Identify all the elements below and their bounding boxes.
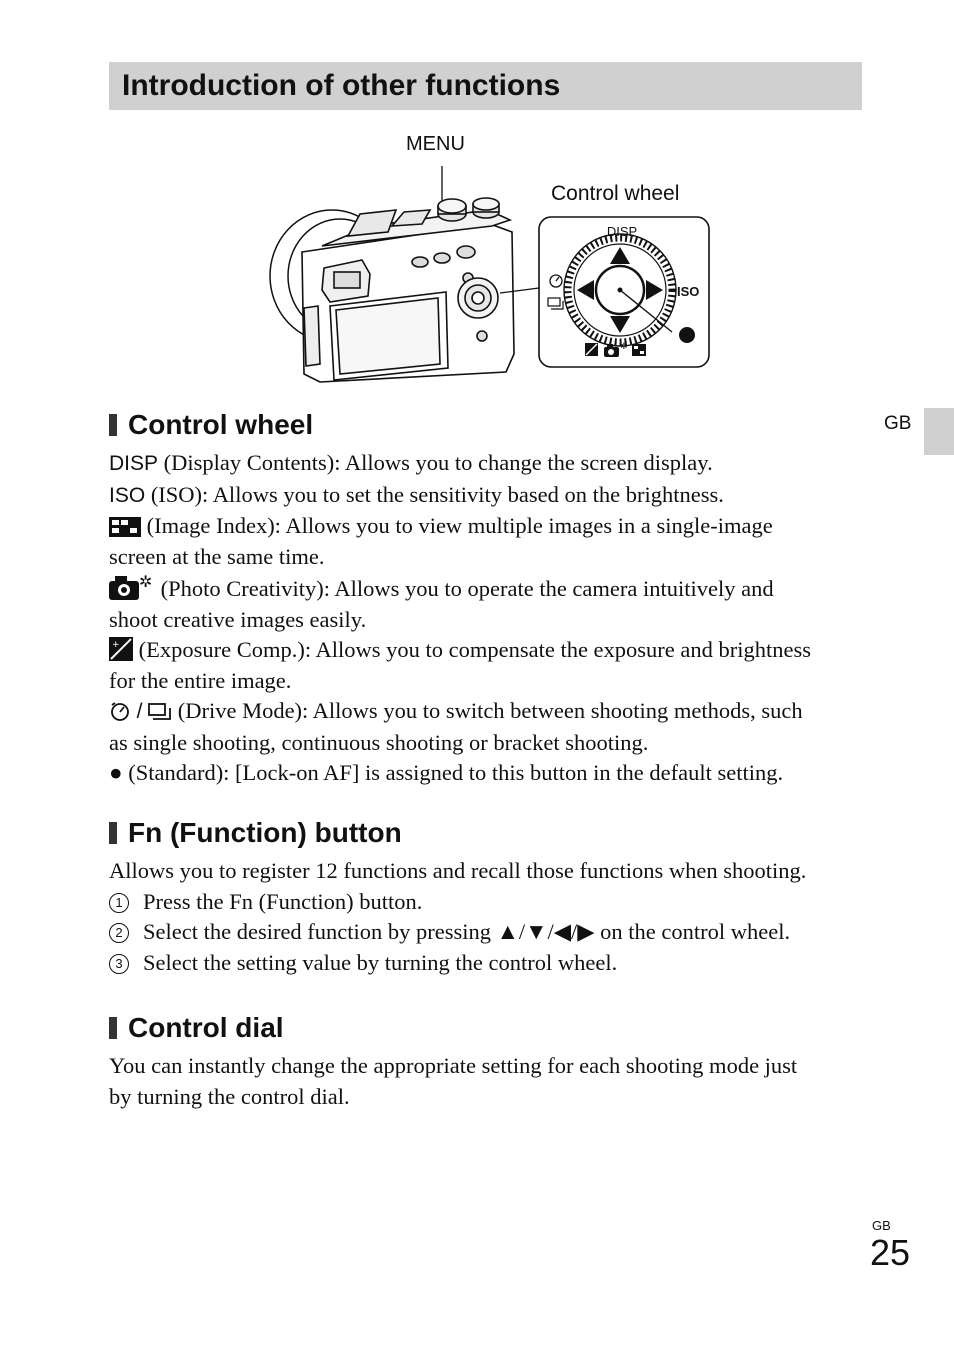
index-line: (Image Index): Allows you to view multiple images in a single-image [109, 511, 811, 542]
image-index-icon [109, 517, 141, 537]
photo-line: ✲ (Photo Creativity): Allows you to operate the camera intuitively and [109, 572, 811, 605]
side-tab [924, 408, 954, 455]
page-lang: GB [872, 1218, 891, 1233]
control-wheel-description [109, 448, 811, 789]
svg-text:✲: ✲ [139, 572, 153, 591]
title-bar [109, 62, 862, 110]
disp-line: DISP (Display Contents): Allows you to change the screen display. [109, 450, 713, 475]
self-timer-icon [109, 700, 131, 722]
camera-illustration [260, 128, 720, 390]
fn-intro: Allows you to register 12 functions and recall those functions when shooting. [109, 858, 807, 883]
wheel-disp-label: DISP [606, 224, 638, 239]
exposure-line-2: for the entire image. [109, 667, 292, 693]
page-number: 25 [870, 1232, 911, 1273]
fn-step: 2 Select the desired function by pressing ▲/▼/◀/▶ on the control wheel. [109, 917, 806, 948]
standard-line: ● (Standard): [Lock-on AF] is assigned to this button in the default setting. [109, 760, 784, 785]
svg-text:✲: ✲ [620, 342, 628, 352]
fn-step: 1 Press the Fn (Function) button. [109, 887, 806, 918]
side-tab-label: GB [884, 413, 912, 434]
standard-icon: ● [109, 760, 123, 785]
exposure-line: + (Exposure Comp.): Allows you to compensate the exposure and brightness [109, 635, 811, 666]
section-heading-control-wheel: Control wheel [109, 409, 313, 441]
drive-line: / (Drive Mode): Allows you to switch between shooting methods, such [109, 696, 811, 728]
fn-step: 3 Select the setting value by turning the control wheel. [109, 948, 806, 979]
wheel-iso-label: ISO [677, 284, 700, 299]
index-line-2: screen at the same time. [109, 543, 325, 569]
section-heading-control-dial: Control dial [109, 1012, 284, 1044]
exposure-comp-icon [585, 343, 598, 356]
image-index-icon [632, 344, 646, 356]
continuous-shooting-icon [148, 702, 172, 722]
heading-marker [109, 414, 117, 436]
svg-text:+: + [112, 640, 120, 650]
heading-marker [109, 822, 117, 844]
iso-line: ISO (ISO): Allows you to set the sensitivity based on the brightness. [109, 481, 724, 507]
control-dial-description: You can instantly change the appropriate setting for each shooting mode just by turning the control dial. [109, 1053, 798, 1109]
standard-dot [679, 327, 695, 343]
exposure-comp-icon [109, 637, 133, 661]
fn-button-description [109, 856, 806, 978]
drive-line-2: as single shooting, continuous shooting or bracket shooting. [109, 729, 649, 755]
section-heading-fn-button: Fn (Function) button [109, 817, 402, 849]
menu-label: MENU [406, 133, 465, 155]
photo-creativity-icon [109, 572, 155, 600]
control-wheel-label: Control wheel [551, 182, 680, 205]
page-title: Introduction of other functions [122, 69, 561, 102]
heading-marker [109, 1017, 117, 1039]
photo-line-2: shoot creative images easily. [109, 606, 367, 632]
